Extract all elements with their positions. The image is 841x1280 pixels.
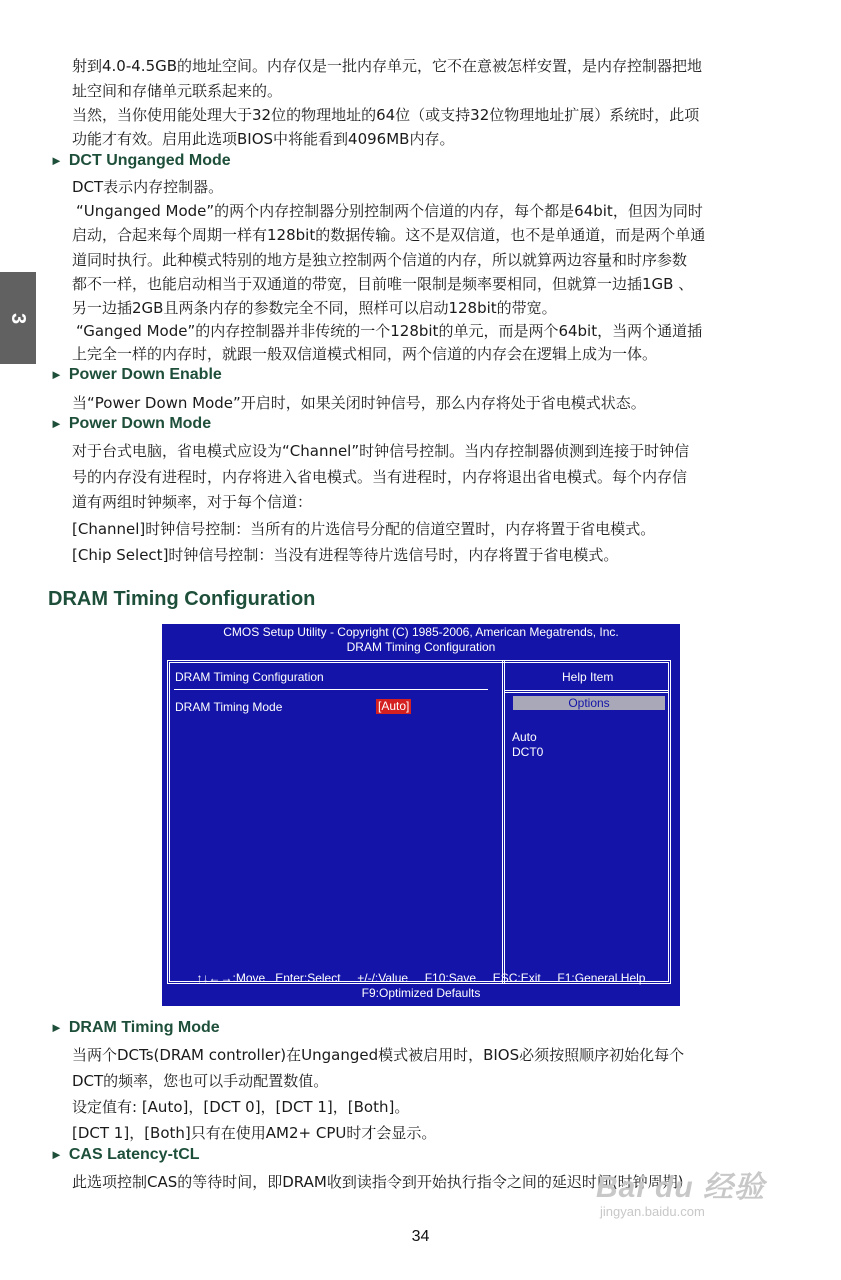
paragraph-line: [Channel]时钟信号控制：当所有的片选信号分配的信道空置时，内存将置于省电模式。 bbox=[72, 520, 656, 538]
heading-dram-timing-mode: ► DRAM Timing Mode bbox=[50, 1019, 220, 1036]
paragraph-line: 对于台式电脑，省电模式应设为“Channel”时钟信号控制。当内存控制器侦测到连接于时钟信 bbox=[72, 442, 690, 460]
section-title: DRAM Timing Configuration bbox=[48, 588, 316, 610]
triangle-bullet-icon: ► bbox=[50, 153, 63, 168]
paragraph-line: 另一边插2GB且两条内存的参数完全不同，照样可以启动128bit的带宽。 bbox=[72, 299, 557, 317]
bios-help-divider bbox=[505, 690, 668, 693]
triangle-bullet-icon: ► bbox=[50, 1147, 63, 1162]
paragraph-line: 当“Power Down Mode”开启时，如果关闭时钟信号，那么内存将处于省电模式状态。 bbox=[72, 394, 646, 412]
paragraph-line: 功能才有效。启用此选项BIOS中将能看到4096MB内存。 bbox=[72, 130, 455, 148]
paragraph-line: 设定值有: [Auto]，[DCT 0]，[DCT 1]，[Both]。 bbox=[72, 1098, 410, 1116]
triangle-bullet-icon: ► bbox=[50, 416, 63, 431]
paragraph-line: “Unganged Mode”的两个内存控制器分别控制两个信道的内存，每个都是64bit，但因为同时 bbox=[76, 202, 703, 220]
bios-title-underline bbox=[174, 689, 488, 690]
paragraph-line: 号的内存没有进程时，内存将进入省电模式。当有进程时，内存将退出省电模式。每个内存信 bbox=[72, 468, 688, 486]
heading-power-down-mode: ► Power Down Mode bbox=[50, 415, 212, 432]
bios-header-title: DRAM Timing Configuration bbox=[346, 640, 496, 654]
bios-screen bbox=[162, 624, 680, 1006]
paragraph-line: [Chip Select]时钟信号控制：当没有进程等待片选信号时，内存将置于省电模式。 bbox=[72, 546, 619, 564]
paragraph-line: 上完全一样的内存时，就跟一般双信道模式相同，两个信道的内存会在逻辑上成为一体。 bbox=[72, 345, 658, 363]
heading-power-down-enable: ► Power Down Enable bbox=[50, 366, 222, 383]
chapter-tab bbox=[0, 272, 36, 364]
baidu-logo: Bai du 经验 bbox=[596, 1171, 766, 1204]
paragraph-line: DCT表示内存控制器。 bbox=[72, 178, 224, 196]
bios-help-title: Help Item bbox=[562, 670, 614, 684]
paragraph-line: 启动，合起来每个周期一样有128bit的数据传输。这不是双信道，也不是单通道，而是两个单通 bbox=[72, 226, 706, 244]
bios-options-header: Options bbox=[513, 696, 665, 710]
bios-panel-title: DRAM Timing Configuration bbox=[175, 670, 324, 684]
paragraph-line: 都不一样，也能启动相当于双通道的带宽，目前唯一限制是频率要相同，但就算一边插1GB 、 bbox=[72, 275, 694, 293]
paragraph-line: [DCT 1]，[Both]只有在使用AM2+ CPU时才会显示。 bbox=[72, 1124, 437, 1142]
bios-item-dram-timing-mode[interactable]: DRAM Timing Mode bbox=[175, 700, 283, 714]
heading-dct-unganged: ► DCT Unganged Mode bbox=[50, 152, 231, 169]
bios-item-value[interactable]: [Auto] bbox=[378, 699, 410, 713]
triangle-bullet-icon: ► bbox=[50, 1020, 63, 1035]
paragraph-line: 当两个DCTs(DRAM controller)在Unganged模式被启用时，BIOS必须按照顺序初始化每个 bbox=[72, 1046, 685, 1064]
watermark-url: jingyan.baidu.com bbox=[600, 1204, 705, 1219]
paragraph-line: 址空间和存储单元联系起来的。 bbox=[72, 82, 283, 100]
heading-cas-latency: ► CAS Latency-tCL bbox=[50, 1146, 200, 1163]
bios-option-auto: Auto bbox=[512, 730, 537, 744]
paragraph-line: “Ganged Mode”的内存控制器并非传统的一个128bit的单元，而是两个64bit，当两个通道插 bbox=[76, 322, 703, 340]
bios-footer-defaults: F9:Optimized Defaults bbox=[361, 986, 481, 1000]
paragraph-line: DCT的频率，您也可以手动配置数值。 bbox=[72, 1072, 329, 1090]
chapter-number: 3 bbox=[7, 312, 30, 324]
paragraph-line: 当然，当你使用能处理大于32位的物理地址的64位（或支持32位物理地址扩展）系统时，此项 bbox=[72, 106, 700, 124]
paragraph-line: 道同时执行。此种模式特别的地方是独立控制两个信道的内存，所以就算两边容量和时序参数 bbox=[72, 251, 688, 269]
page-number: 34 bbox=[411, 1228, 430, 1245]
baidu-watermark bbox=[596, 1162, 796, 1219]
bios-footer-keys: ↑↓←→:Move Enter:Select +/-/:Value F10:Save ESC:Exit F1:General Help bbox=[196, 971, 646, 985]
bios-header-copyright: CMOS Setup Utility - Copyright (C) 1985-2006, American Megatrends, Inc. bbox=[223, 625, 619, 639]
triangle-bullet-icon: ► bbox=[50, 367, 63, 382]
paragraph-line: 此选项控制CAS的等待时间，即DRAM收到读指令到开始执行指令之间的延迟时间(时钟周期) bbox=[72, 1173, 684, 1191]
paragraph-line: 道有两组时钟频率，对于每个信道： bbox=[72, 493, 313, 511]
bios-divider bbox=[502, 660, 505, 984]
bios-option-dct0: DCT0 bbox=[512, 745, 544, 759]
paragraph-line: 射到4.0-4.5GB的地址空间。内存仅是一批内存单元，它不在意被怎样安置，是内存控制器把地 bbox=[72, 57, 703, 75]
